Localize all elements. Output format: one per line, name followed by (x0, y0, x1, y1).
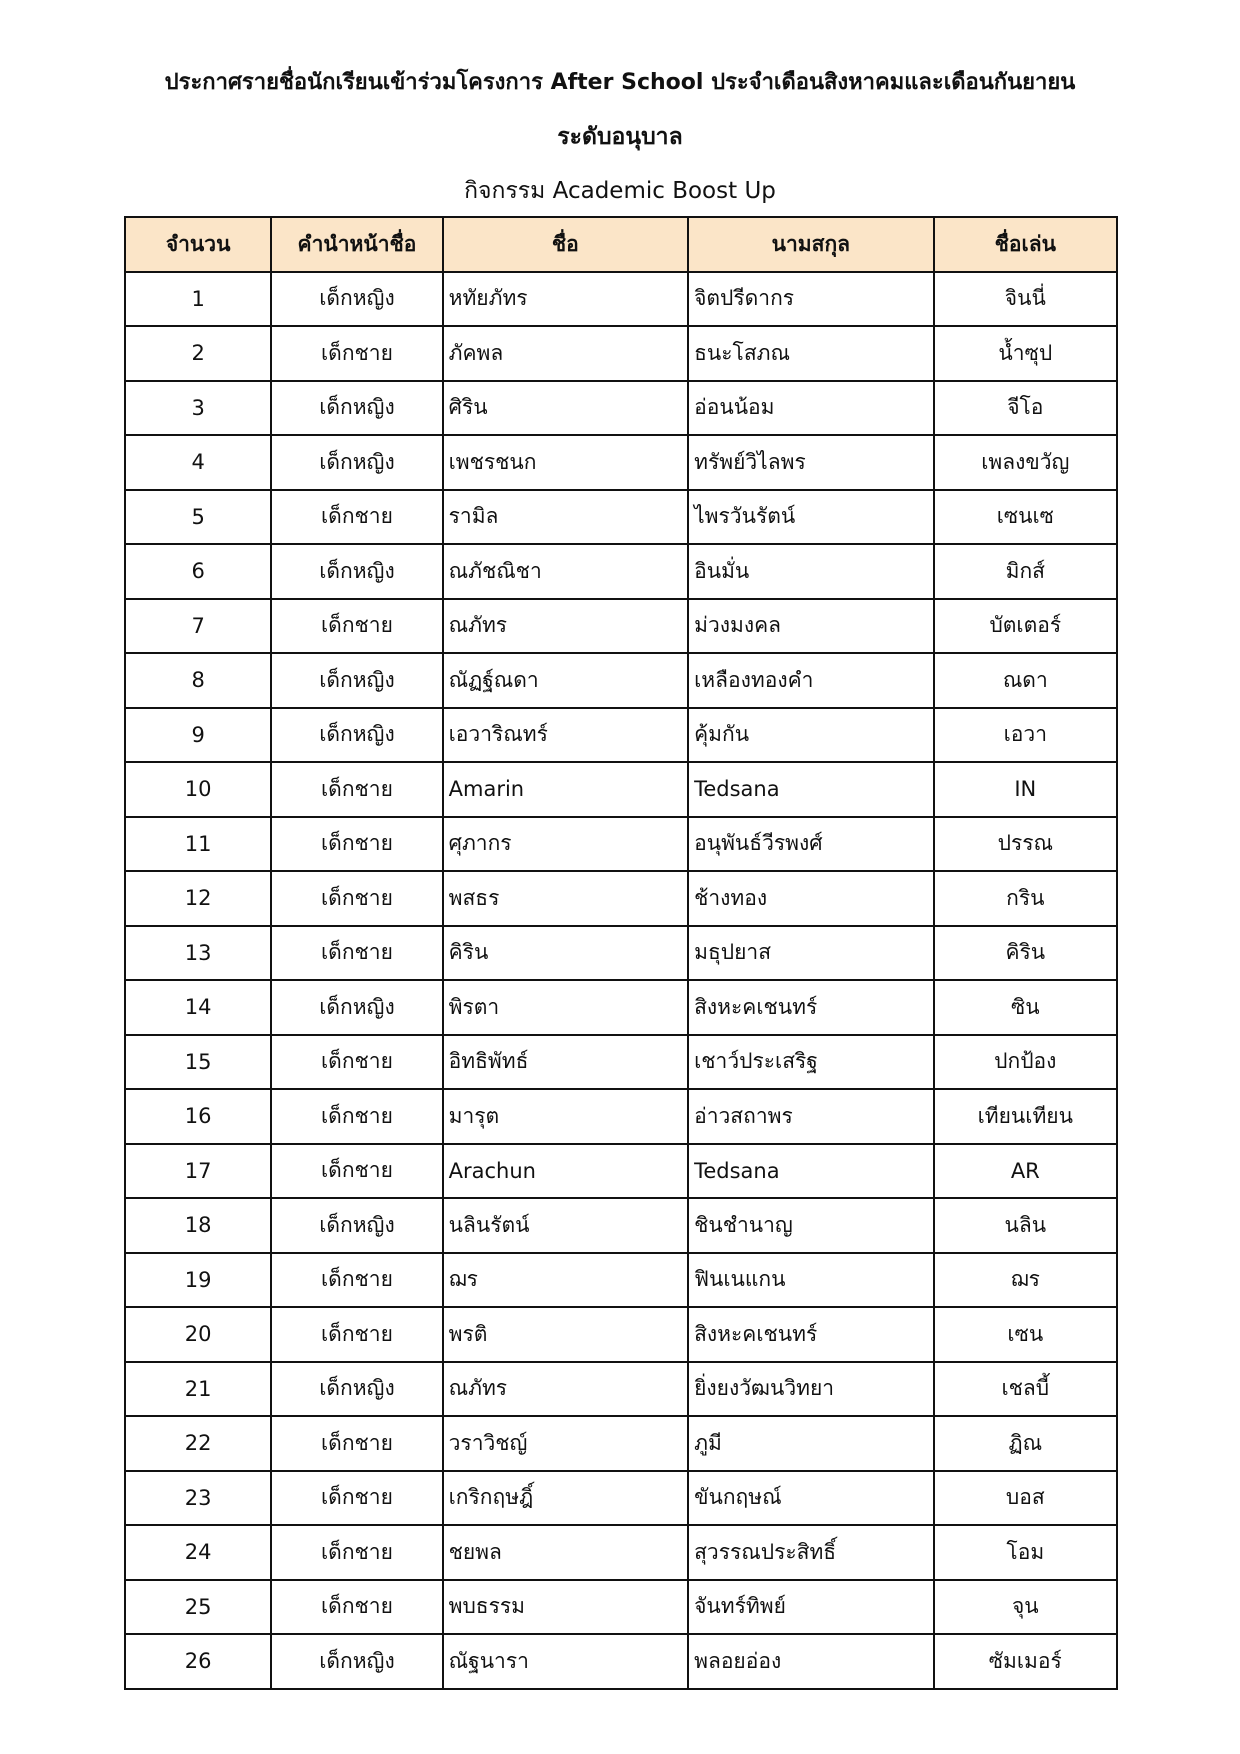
cell-nickname: ฌร (934, 1253, 1117, 1308)
page-title: ประกาศรายชื่อนักเรียนเข้าร่วมโครงการ After School ประจำเดือนสิงหาคมและเดือนกันยายน (164, 70, 1076, 95)
table-row (125, 926, 1117, 981)
table-row (125, 1634, 1117, 1689)
table-row (125, 762, 1117, 817)
cell-last-name: อนุพันธ์วีรพงศ์ (688, 817, 933, 872)
cell-nickname: ณดา (934, 653, 1117, 708)
cell-prefix: เด็กชาย (271, 1035, 442, 1090)
table-row (125, 1307, 1117, 1362)
cell-last-name: ยิ่งยงวัฒนวิทยา (688, 1362, 933, 1417)
cell-nickname: บัตเตอร์ (934, 599, 1117, 654)
cell-nickname: จินนี่ (934, 272, 1117, 327)
cell-first-name: พรติ (443, 1307, 688, 1362)
cell-prefix: เด็กชาย (271, 926, 442, 981)
cell-prefix: เด็กหญิง (271, 1634, 442, 1689)
column-header-first-name: ชื่อ (443, 217, 688, 272)
cell-nickname: เชลบี้ (934, 1362, 1117, 1417)
cell-last-name: ฟินเนแกน (688, 1253, 933, 1308)
cell-nickname: นลิน (934, 1198, 1117, 1253)
cell-number: 6 (125, 544, 271, 599)
column-header-prefix: คำนำหน้าชื่อ (271, 217, 442, 272)
table-row (125, 871, 1117, 926)
cell-first-name: ศุภากร (443, 817, 688, 872)
table-row (125, 1580, 1117, 1635)
cell-first-name: ณัฐนารา (443, 1634, 688, 1689)
cell-number: 12 (125, 871, 271, 926)
cell-prefix: เด็กหญิง (271, 653, 442, 708)
cell-number: 19 (125, 1253, 271, 1308)
column-header-number: จำนวน (125, 217, 271, 272)
cell-last-name: คุ้มกัน (688, 708, 933, 763)
cell-first-name: ภัคพล (443, 326, 688, 381)
table-row (125, 599, 1117, 654)
cell-last-name: ธนะโสภณ (688, 326, 933, 381)
cell-number: 21 (125, 1362, 271, 1417)
cell-number: 23 (125, 1471, 271, 1526)
table-row (125, 381, 1117, 436)
cell-prefix: เด็กชาย (271, 326, 442, 381)
table-row (125, 1416, 1117, 1471)
cell-last-name: ม่วงมงคล (688, 599, 933, 654)
cell-last-name: สิงหะคเชนทร์ (688, 980, 933, 1035)
cell-prefix: เด็กหญิง (271, 544, 442, 599)
cell-first-name: พบธรรม (443, 1580, 688, 1635)
cell-number: 8 (125, 653, 271, 708)
cell-nickname: ซิน (934, 980, 1117, 1035)
cell-nickname: เซนเซ (934, 490, 1117, 545)
cell-number: 15 (125, 1035, 271, 1090)
cell-prefix: เด็กหญิง (271, 980, 442, 1035)
cell-prefix: เด็กหญิง (271, 435, 442, 490)
cell-last-name: มธุปยาส (688, 926, 933, 981)
cell-number: 7 (125, 599, 271, 654)
cell-first-name: ณภัชณิชา (443, 544, 688, 599)
cell-first-name: นลินรัตน์ (443, 1198, 688, 1253)
cell-nickname: เซน (934, 1307, 1117, 1362)
cell-nickname: มิกส์ (934, 544, 1117, 599)
table-row (125, 544, 1117, 599)
cell-prefix: เด็กชาย (271, 599, 442, 654)
cell-first-name: เกริกฤษฎิ์ (443, 1471, 688, 1526)
table-row (125, 708, 1117, 763)
cell-prefix: เด็กชาย (271, 1580, 442, 1635)
cell-prefix: เด็กชาย (271, 871, 442, 926)
cell-nickname: ปกป้อง (934, 1035, 1117, 1090)
cell-nickname: กริน (934, 871, 1117, 926)
cell-last-name: ทรัพย์วิไลพร (688, 435, 933, 490)
cell-last-name: Tedsana (688, 1144, 933, 1199)
cell-nickname: เทียนเทียน (934, 1089, 1117, 1144)
level-subtitle: ระดับอนุบาล (557, 124, 683, 150)
cell-number: 13 (125, 926, 271, 981)
table-row (125, 326, 1117, 381)
cell-last-name: อ่อนน้อม (688, 381, 933, 436)
cell-first-name: อิทธิพัทธ์ (443, 1035, 688, 1090)
cell-prefix: เด็กชาย (271, 1416, 442, 1471)
cell-prefix: เด็กชาย (271, 817, 442, 872)
cell-prefix: เด็กหญิง (271, 708, 442, 763)
cell-prefix: เด็กชาย (271, 1089, 442, 1144)
cell-first-name: Arachun (443, 1144, 688, 1199)
cell-last-name: สุวรรณประสิทธิ์ (688, 1525, 933, 1580)
cell-nickname: เพลงขวัญ (934, 435, 1117, 490)
cell-last-name: ชินชำนาญ (688, 1198, 933, 1253)
cell-prefix: เด็กหญิง (271, 381, 442, 436)
cell-last-name: ภูมี (688, 1416, 933, 1471)
cell-first-name: ศิริน (443, 381, 688, 436)
table-row (125, 653, 1117, 708)
cell-last-name: อ่าวสถาพร (688, 1089, 933, 1144)
cell-nickname: ปรรณ (934, 817, 1117, 872)
cell-number: 10 (125, 762, 271, 817)
cell-nickname: บอส (934, 1471, 1117, 1526)
cell-number: 22 (125, 1416, 271, 1471)
cell-nickname: ฏิณ (934, 1416, 1117, 1471)
table-header-row (125, 217, 1117, 272)
table-row (125, 1089, 1117, 1144)
cell-last-name: ไพรวันรัตน์ (688, 490, 933, 545)
cell-prefix: เด็กหญิง (271, 1362, 442, 1417)
cell-prefix: เด็กชาย (271, 1307, 442, 1362)
cell-prefix: เด็กชาย (271, 1144, 442, 1199)
column-header-last-name: นามสกุล (688, 217, 933, 272)
cell-last-name: เชาว์ประเสริฐ (688, 1035, 933, 1090)
cell-number: 3 (125, 381, 271, 436)
cell-last-name: สิงหะคเชนทร์ (688, 1307, 933, 1362)
cell-first-name: พสธร (443, 871, 688, 926)
column-header-nickname: ชื่อเล่น (934, 217, 1117, 272)
cell-nickname: จุน (934, 1580, 1117, 1635)
cell-first-name: ณัฏฐ์ณดา (443, 653, 688, 708)
table-row (125, 1144, 1117, 1199)
cell-nickname: คิริน (934, 926, 1117, 981)
cell-number: 26 (125, 1634, 271, 1689)
cell-number: 2 (125, 326, 271, 381)
cell-last-name: ช้างทอง (688, 871, 933, 926)
cell-last-name: อินมั่น (688, 544, 933, 599)
cell-last-name: พลอยอ่อง (688, 1634, 933, 1689)
cell-prefix: เด็กชาย (271, 1471, 442, 1526)
table-row (125, 980, 1117, 1035)
cell-first-name: มารุต (443, 1089, 688, 1144)
table-row (125, 1253, 1117, 1308)
cell-nickname: จีโอ (934, 381, 1117, 436)
cell-number: 20 (125, 1307, 271, 1362)
cell-last-name: จันทร์ทิพย์ (688, 1580, 933, 1635)
activity-subtitle: กิจกรรม Academic Boost Up (464, 178, 776, 204)
cell-nickname: โอม (934, 1525, 1117, 1580)
table-row (125, 490, 1117, 545)
table-row (125, 272, 1117, 327)
cell-first-name: ณภัทร (443, 1362, 688, 1417)
cell-first-name: Amarin (443, 762, 688, 817)
table-row (125, 1362, 1117, 1417)
cell-first-name: เพชรชนก (443, 435, 688, 490)
cell-first-name: พิรตา (443, 980, 688, 1035)
table-body (125, 272, 1117, 1689)
table-row (125, 435, 1117, 490)
cell-last-name: ขันกฤษณ์ (688, 1471, 933, 1526)
cell-number: 9 (125, 708, 271, 763)
table-row (125, 1035, 1117, 1090)
cell-first-name: ชยพล (443, 1525, 688, 1580)
cell-number: 24 (125, 1525, 271, 1580)
cell-first-name: ณภัทร (443, 599, 688, 654)
cell-number: 16 (125, 1089, 271, 1144)
cell-last-name: จิตปรีดากร (688, 272, 933, 327)
cell-last-name: เหลืองทองคำ (688, 653, 933, 708)
cell-prefix: เด็กหญิง (271, 272, 442, 327)
cell-number: 11 (125, 817, 271, 872)
cell-prefix: เด็กหญิง (271, 1198, 442, 1253)
cell-first-name: หทัยภัทร (443, 272, 688, 327)
cell-first-name: คิริน (443, 926, 688, 981)
student-roster-table (124, 216, 1118, 1690)
table-row (125, 1471, 1117, 1526)
cell-first-name: ฌร (443, 1253, 688, 1308)
cell-number: 4 (125, 435, 271, 490)
cell-prefix: เด็กชาย (271, 1525, 442, 1580)
cell-prefix: เด็กชาย (271, 762, 442, 817)
cell-first-name: วราวิชญ์ (443, 1416, 688, 1471)
cell-prefix: เด็กชาย (271, 1253, 442, 1308)
table-row (125, 1198, 1117, 1253)
cell-number: 17 (125, 1144, 271, 1199)
cell-nickname: ซัมเมอร์ (934, 1634, 1117, 1689)
cell-nickname: เอวา (934, 708, 1117, 763)
cell-first-name: เอวาริณทร์ (443, 708, 688, 763)
table-row (125, 817, 1117, 872)
cell-first-name: รามิล (443, 490, 688, 545)
table-row (125, 1525, 1117, 1580)
cell-nickname: AR (934, 1144, 1117, 1199)
cell-number: 5 (125, 490, 271, 545)
cell-number: 25 (125, 1580, 271, 1635)
cell-number: 18 (125, 1198, 271, 1253)
cell-last-name: Tedsana (688, 762, 933, 817)
cell-nickname: IN (934, 762, 1117, 817)
cell-number: 1 (125, 272, 271, 327)
cell-nickname: น้ำซุป (934, 326, 1117, 381)
cell-prefix: เด็กชาย (271, 490, 442, 545)
cell-number: 14 (125, 980, 271, 1035)
